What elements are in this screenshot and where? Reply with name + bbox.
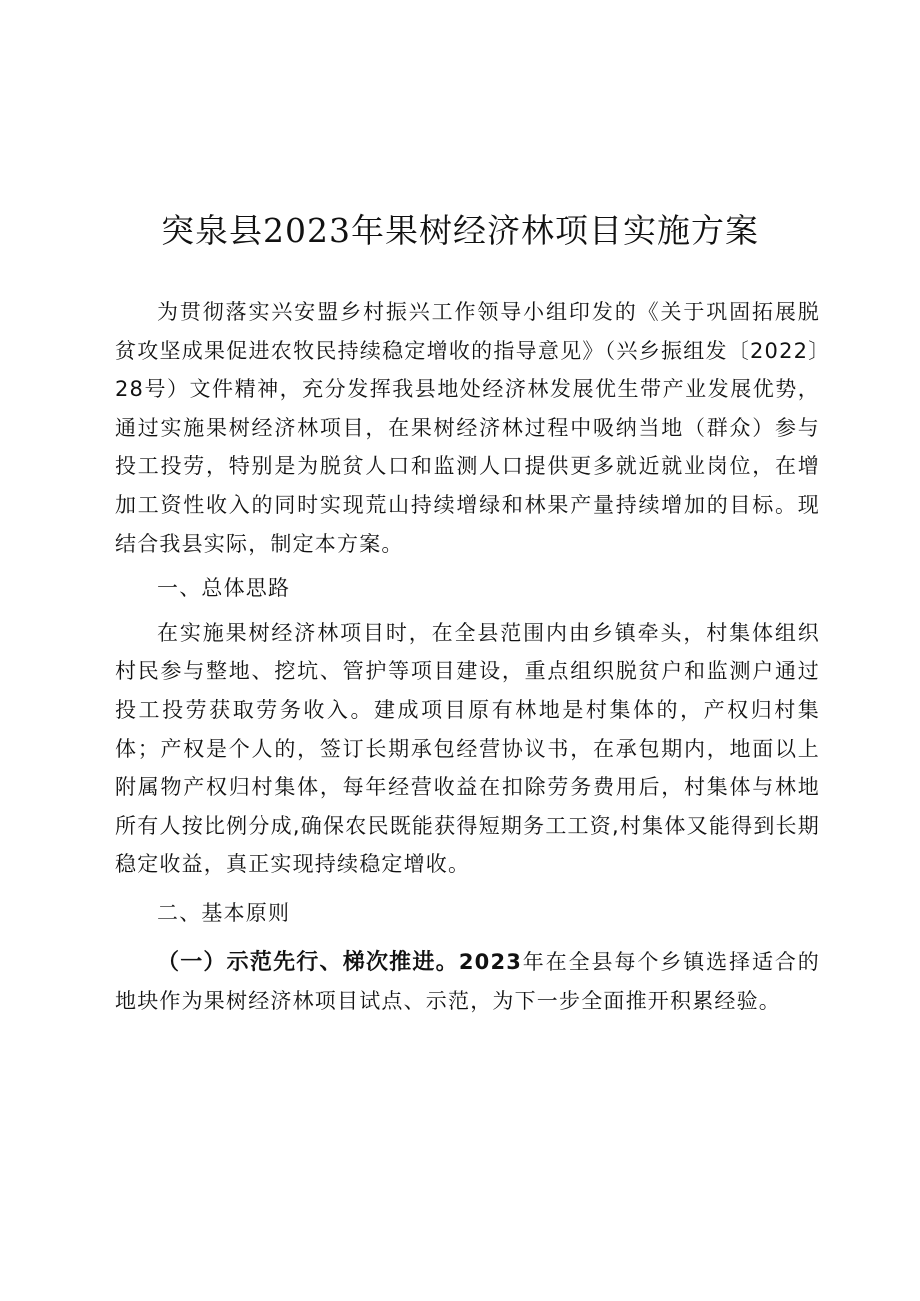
section2-item1-text: 年在全县每个乡镇选择适合的地块作为果树经济林项目试点、示范，为下一步全面推开积累经验。 <box>115 949 820 1014</box>
document-body <box>115 293 820 1021</box>
section2-item1 <box>115 943 820 1021</box>
section1-paragraph: 在实施果树经济林项目时，在全县范围内由乡镇牵头，村集体组织村民参与整地、挖坑、管护等项目建设，重点组织脱贫户和监测户通过投工投劳获取劳务收入。建成项目原有林地是村集体的，产权归村集体；产权是个人的，签订长期承包经营协议书，在承包期内，地面以上附属物产权归村集体，每年经营收益在扣除劳务费用后，村集体与林地所有人按比例分成,确保农民既能获得短期务工工资,村集体又能得到长期稳定收益，真正实现持续稳定增收。 <box>115 620 820 877</box>
intro-paragraph: 为贯彻落实兴安盟乡村振兴工作领导小组印发的《关于巩固拓展脱贫攻坚成果促进农牧民持续稳定增收的指导意见》（兴乡振组发〔2022〕28号）文件精神，充分发挥我县地处经济林发展优生带产业发展优势，通过实施果树经济林项目，在果树经济林过程中吸纳当地（群众）参与投工投劳，特别是为脱贫人口和监测人口提供更多就近就业岗位，在增加工资性收入的同时实现荒山持续增绿和林果产量持续增加的目标。现结合我县实际，制定本方案。 <box>115 300 820 556</box>
section2-heading: 二、基本原则 <box>157 900 291 925</box>
section2-item1-lead: （一）示范先行、梯次推进。 <box>157 949 459 975</box>
section2-item1-year: 2023 <box>458 949 523 974</box>
section1-heading: 一、总体思路 <box>157 576 291 601</box>
document-title: 突泉县2023年果树经济林项目实施方案 <box>161 211 759 250</box>
